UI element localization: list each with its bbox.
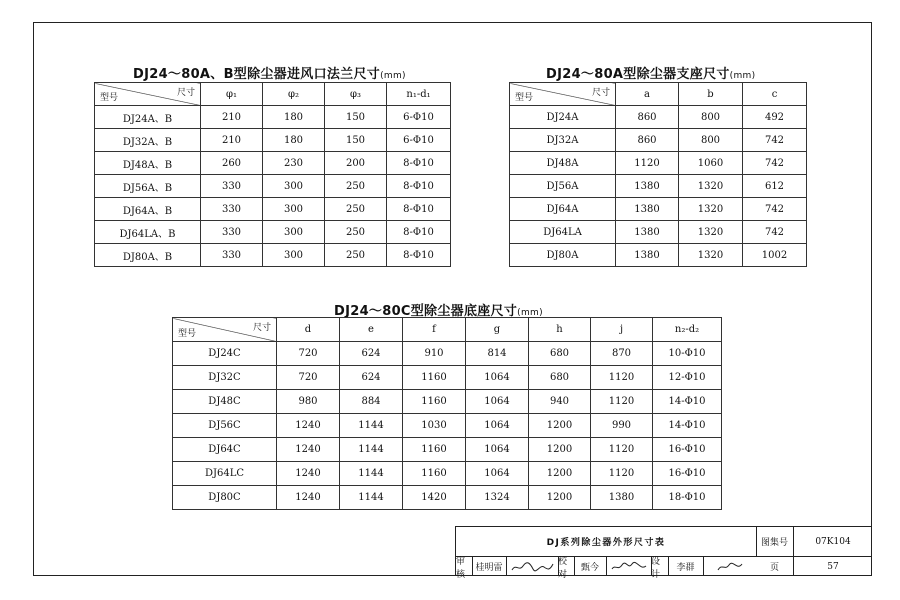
value-cell: 1160	[403, 438, 466, 462]
column-header: n₂-d₂	[653, 318, 722, 342]
value-cell: 330	[201, 175, 263, 198]
value-cell: 260	[201, 152, 263, 175]
model-cell: DJ64C	[173, 438, 277, 462]
value-cell: 300	[263, 221, 325, 244]
header-row	[510, 83, 807, 106]
value-cell: 1200	[529, 486, 591, 510]
corner-header-cell	[173, 318, 277, 342]
table3-unit: (mm)	[517, 308, 543, 318]
table-row	[510, 106, 807, 129]
value-cell: 250	[325, 175, 387, 198]
value-cell: 624	[340, 366, 403, 390]
column-header: φ₁	[201, 83, 263, 106]
table-row	[173, 366, 722, 390]
column-header: c	[743, 83, 807, 106]
column-header: j	[591, 318, 653, 342]
value-cell: 940	[529, 390, 591, 414]
sheet-title: DJ系列除尘器外形尺寸表	[546, 538, 666, 548]
value-cell: 1240	[277, 414, 340, 438]
value-cell: 624	[340, 342, 403, 366]
value-cell: 1002	[743, 244, 807, 267]
reviewer-name: 桂明雷	[475, 563, 503, 573]
review-label: 审核	[456, 556, 466, 580]
value-cell: 1064	[466, 462, 529, 486]
column-header: φ₃	[325, 83, 387, 106]
support-dimension-table	[509, 82, 807, 267]
value-cell: 1160	[403, 366, 466, 390]
column-header: d	[277, 318, 340, 342]
value-cell: 1240	[277, 462, 340, 486]
table-row	[95, 244, 451, 267]
column-header: a	[616, 83, 679, 106]
table-row	[95, 106, 451, 129]
value-cell: 1144	[340, 438, 403, 462]
checker-signature	[606, 556, 651, 577]
model-cell: DJ48A、B	[95, 152, 201, 175]
value-cell: 300	[263, 175, 325, 198]
value-cell: 14-Φ10	[653, 390, 722, 414]
table-row	[95, 198, 451, 221]
value-cell: 1144	[340, 462, 403, 486]
value-cell: 1160	[403, 462, 466, 486]
table3-title-text: DJ24～80C型除尘器底座尺寸	[334, 304, 518, 319]
value-cell: 8-Φ10	[387, 221, 451, 244]
value-cell: 210	[201, 129, 263, 152]
table-row	[510, 129, 807, 152]
value-cell: 1144	[340, 486, 403, 510]
value-cell: 1320	[679, 221, 743, 244]
value-cell: 18-Φ10	[653, 486, 722, 510]
value-cell: 12-Φ10	[653, 366, 722, 390]
designer-signature	[703, 556, 756, 577]
value-cell: 150	[325, 106, 387, 129]
model-cell: DJ48A	[510, 152, 616, 175]
value-cell: 16-Φ10	[653, 438, 722, 462]
value-cell: 330	[201, 198, 263, 221]
value-cell: 14-Φ10	[653, 414, 722, 438]
corner-header-cell	[95, 83, 201, 106]
table-row	[173, 342, 722, 366]
column-header: h	[529, 318, 591, 342]
value-cell: 720	[277, 342, 340, 366]
base-dimension-table	[172, 317, 722, 510]
header-row	[95, 83, 451, 106]
value-cell: 1200	[529, 438, 591, 462]
value-cell: 980	[277, 390, 340, 414]
corner-label-model: 型号	[515, 93, 534, 103]
corner-label-dimension: 尺寸	[591, 88, 610, 98]
column-header: f	[403, 318, 466, 342]
table1-title-text: DJ24～80A、B型除尘器进风口法兰尺寸	[133, 67, 381, 82]
value-cell: 1380	[616, 198, 679, 221]
value-cell: 300	[263, 244, 325, 267]
check-label: 校对	[558, 556, 568, 580]
corner-label-dimension: 尺寸	[176, 88, 195, 98]
value-cell: 1200	[529, 462, 591, 486]
model-cell: DJ64LA、B	[95, 221, 201, 244]
value-cell: 680	[529, 366, 591, 390]
table-row	[95, 221, 451, 244]
model-cell: DJ64A、B	[95, 198, 201, 221]
checker-name: 甄今	[580, 563, 599, 573]
value-cell: 1120	[591, 438, 653, 462]
value-cell: 330	[201, 221, 263, 244]
value-cell: 1320	[679, 175, 743, 198]
model-cell: DJ56A	[510, 175, 616, 198]
value-cell: 1420	[403, 486, 466, 510]
column-header: g	[466, 318, 529, 342]
value-cell: 250	[325, 198, 387, 221]
flange-dimension-table	[94, 82, 451, 267]
signature-scribble	[610, 561, 648, 573]
table-row	[95, 175, 451, 198]
value-cell: 884	[340, 390, 403, 414]
table-row	[173, 486, 722, 510]
table2-title	[546, 63, 755, 82]
model-cell: DJ32C	[173, 366, 277, 390]
value-cell: 8-Φ10	[387, 152, 451, 175]
value-cell: 1064	[466, 366, 529, 390]
value-cell: 1160	[403, 390, 466, 414]
value-cell: 250	[325, 244, 387, 267]
value-cell: 814	[466, 342, 529, 366]
value-cell: 1144	[340, 414, 403, 438]
value-cell: 230	[263, 152, 325, 175]
value-cell: 300	[263, 198, 325, 221]
model-cell: DJ80C	[173, 486, 277, 510]
value-cell: 720	[277, 366, 340, 390]
corner-header-cell	[510, 83, 616, 106]
value-cell: 210	[201, 106, 263, 129]
value-cell: 180	[263, 129, 325, 152]
value-cell: 200	[325, 152, 387, 175]
title-block	[455, 526, 872, 580]
column-header: φ₂	[263, 83, 325, 106]
value-cell: 1030	[403, 414, 466, 438]
atlas-number-label: 图集号	[760, 538, 788, 548]
column-header: e	[340, 318, 403, 342]
value-cell: 1240	[277, 486, 340, 510]
table-row	[510, 221, 807, 244]
value-cell: 1120	[591, 366, 653, 390]
model-cell: DJ64LA	[510, 221, 616, 244]
page-label: 页	[769, 563, 779, 573]
table-row	[510, 198, 807, 221]
value-cell: 742	[743, 152, 807, 175]
value-cell: 742	[743, 129, 807, 152]
model-cell: DJ48C	[173, 390, 277, 414]
model-cell: DJ24A、B	[95, 106, 201, 129]
value-cell: 16-Φ10	[653, 462, 722, 486]
model-cell: DJ64LC	[173, 462, 277, 486]
model-cell: DJ56A、B	[95, 175, 201, 198]
model-cell: DJ32A	[510, 129, 616, 152]
value-cell: 1380	[616, 244, 679, 267]
design-label: 设计	[651, 556, 661, 580]
value-cell: 1064	[466, 414, 529, 438]
value-cell: 6-Φ10	[387, 106, 451, 129]
value-cell: 330	[201, 244, 263, 267]
corner-label-model: 型号	[100, 93, 119, 103]
reviewer-signature	[506, 556, 558, 577]
table-row	[173, 462, 722, 486]
signature-scribble	[715, 561, 745, 573]
value-cell: 250	[325, 221, 387, 244]
value-cell: 612	[743, 175, 807, 198]
value-cell: 8-Φ10	[387, 175, 451, 198]
value-cell: 1240	[277, 438, 340, 462]
value-cell: 990	[591, 414, 653, 438]
value-cell: 10-Φ10	[653, 342, 722, 366]
value-cell: 1324	[466, 486, 529, 510]
table-row	[95, 129, 451, 152]
corner-label-model: 型号	[178, 329, 197, 339]
header-row	[173, 318, 722, 342]
table1-title	[133, 63, 406, 82]
corner-label-dimension: 尺寸	[252, 323, 271, 333]
page-number: 57	[827, 561, 839, 572]
model-cell: DJ64A	[510, 198, 616, 221]
value-cell: 742	[743, 221, 807, 244]
value-cell: 8-Φ10	[387, 198, 451, 221]
value-cell: 1200	[529, 414, 591, 438]
value-cell: 8-Φ10	[387, 244, 451, 267]
model-cell: DJ24C	[173, 342, 277, 366]
value-cell: 6-Φ10	[387, 129, 451, 152]
table-row	[510, 152, 807, 175]
atlas-number: 07K104	[815, 536, 851, 547]
model-cell: DJ80A	[510, 244, 616, 267]
value-cell: 1064	[466, 390, 529, 414]
column-header: n₁-d₁	[387, 83, 451, 106]
value-cell: 1380	[591, 486, 653, 510]
value-cell: 1060	[679, 152, 743, 175]
value-cell: 1120	[591, 462, 653, 486]
value-cell: 860	[616, 129, 679, 152]
value-cell: 1120	[591, 390, 653, 414]
model-cell: DJ24A	[510, 106, 616, 129]
value-cell: 1380	[616, 221, 679, 244]
value-cell: 910	[403, 342, 466, 366]
table2-unit: (mm)	[729, 71, 756, 81]
model-cell: DJ56C	[173, 414, 277, 438]
signature-scribble	[510, 561, 554, 573]
table-row	[510, 244, 807, 267]
table-row	[173, 390, 722, 414]
value-cell: 150	[325, 129, 387, 152]
value-cell: 742	[743, 198, 807, 221]
value-cell: 680	[529, 342, 591, 366]
value-cell: 800	[679, 106, 743, 129]
table-row	[95, 152, 451, 175]
column-header: b	[679, 83, 743, 106]
value-cell: 1380	[616, 175, 679, 198]
value-cell: 180	[263, 106, 325, 129]
table2-title-text: DJ24～80A型除尘器支座尺寸	[546, 67, 730, 82]
value-cell: 870	[591, 342, 653, 366]
table-row	[173, 414, 722, 438]
model-cell: DJ32A、B	[95, 129, 201, 152]
value-cell: 1064	[466, 438, 529, 462]
value-cell: 800	[679, 129, 743, 152]
model-cell: DJ80A、B	[95, 244, 201, 267]
value-cell: 492	[743, 106, 807, 129]
table-row	[510, 175, 807, 198]
value-cell: 860	[616, 106, 679, 129]
value-cell: 1120	[616, 152, 679, 175]
table-row	[173, 438, 722, 462]
value-cell: 1320	[679, 198, 743, 221]
table1-unit: (mm)	[380, 71, 406, 81]
designer-name: 李群	[676, 563, 695, 573]
value-cell: 1320	[679, 244, 743, 267]
